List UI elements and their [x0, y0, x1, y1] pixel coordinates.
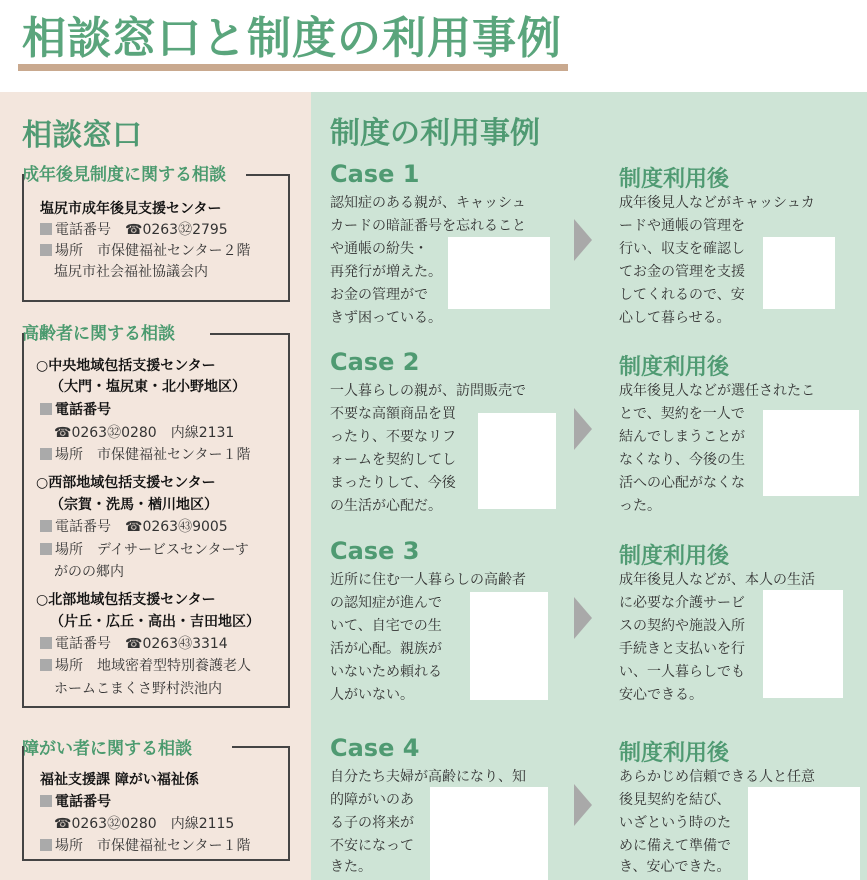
- consultation-heading: 相談窓口: [22, 118, 142, 153]
- phone-line: 電話番号 ☎0263㊸9005: [40, 517, 228, 538]
- case-1-after-illustration: [763, 237, 835, 309]
- location-line: 場所 市保健福祉センター１階: [40, 445, 250, 466]
- phone-line: 電話番号 ☎0263㉜2795: [40, 220, 228, 241]
- bullet-square-icon: [40, 659, 52, 671]
- case-2-after-text-line: った。: [619, 498, 661, 514]
- phone-line: 電話番号: [40, 792, 121, 813]
- bullet-square-icon: [40, 223, 52, 235]
- phone-line: 電話番号 ☎0263㊸3314: [40, 634, 228, 655]
- case-3-text-line: いて、自宅での生: [330, 618, 442, 634]
- case-1-illustration: [448, 237, 550, 309]
- title-underline: [18, 64, 568, 71]
- location-line: 場所 市保健福祉センター２階: [40, 241, 250, 262]
- bullet-square-icon: [40, 543, 52, 555]
- phone-line: 電話番号: [40, 400, 121, 421]
- case-2-text-line: まったりして、今後: [330, 475, 456, 491]
- case-2-illustration: [478, 413, 556, 509]
- phone-number: ☎0263㉜0280 内線2115: [54, 816, 235, 832]
- arrow-right-icon: [574, 597, 592, 639]
- case-examples-heading: 制度の利用事例: [330, 116, 540, 151]
- case-1-after-title: 制度利用後: [619, 167, 730, 192]
- case-4-after-text-line: 後見契約を結び、: [619, 792, 731, 808]
- arrow-right-icon: [574, 219, 592, 261]
- case-2-after-text-line: 成年後見人などが選任されたこ: [619, 383, 815, 399]
- case-3-text-line: 人がいない。: [330, 687, 414, 703]
- case-2-text-line: 不要な高額商品を買: [330, 406, 456, 422]
- case-3-text-line: いないため頼れる: [330, 664, 442, 680]
- location-line: 塩尻市社会福祉協議会内: [54, 264, 208, 280]
- bullet-square-icon: [40, 448, 52, 460]
- case-4-after-illustration: [748, 787, 860, 880]
- group-title-guardianship: 成年後見制度に関する相談: [22, 165, 226, 185]
- case-4-after-text-line: き、安心できた。: [619, 859, 731, 875]
- location-line: 場所 地域密着型特別養護老人: [40, 656, 251, 677]
- bullet-square-icon: [40, 520, 52, 532]
- case-3-after-text-line: い、一人暮らしでも: [619, 664, 745, 680]
- case-1-after-text-line: ードや通帳の管理を: [619, 218, 745, 234]
- arrow-right-icon: [574, 784, 592, 826]
- case-4-after-text-line: あらかじめ信頼できる人と任意: [619, 769, 815, 785]
- group-title-elderly: 高齢者に関する相談: [22, 324, 175, 344]
- case-2-text-line: ォームを契約してし: [330, 452, 456, 468]
- case-2-after-text-line: 活への心配がなくな: [619, 475, 745, 491]
- case-1-text-line: や通帳の紛失・: [330, 241, 428, 257]
- case-4-text-line: きた。: [330, 859, 372, 875]
- arrow-right-icon: [574, 408, 592, 450]
- case-2-text-line: ったり、不要なリフ: [330, 429, 456, 445]
- case-3-text-line: の認知症が進んで: [330, 595, 442, 611]
- case-2-text-line: の生活が心配だ。: [330, 498, 442, 514]
- case-4-text-line: 的障がいのあ: [330, 792, 414, 808]
- bullet-square-icon: [40, 795, 52, 807]
- bullet-square-icon: [40, 637, 52, 649]
- case-4-text-line: 自分たち夫婦が高齢になり、知: [330, 769, 526, 785]
- case-4-after-text-line: めに備えて準備で: [619, 838, 731, 854]
- office-area: （片丘・広丘・高出・吉田地区）: [50, 614, 260, 630]
- case-2-after-text-line: 結んでしまうことが: [619, 429, 745, 445]
- office-area: （大門・塩尻東・北小野地区）: [50, 379, 246, 395]
- case-3-after-text-line: に必要な介護サービ: [619, 595, 745, 611]
- case-4-text-line: る子の将来が: [330, 815, 414, 831]
- location-line: がのの郷内: [54, 564, 124, 580]
- office-name: ○中央地域包括支援センター: [36, 358, 216, 374]
- case-2-after-title: 制度利用後: [619, 355, 730, 380]
- office-area: （宗賀・洗馬・楢川地区）: [50, 497, 218, 513]
- location-line: ホームこまくさ野村渋池内: [54, 681, 222, 697]
- case-1-after-text-line: 行い、収支を確認し: [619, 241, 745, 257]
- case-1-after-text-line: 心して暮らせる。: [619, 310, 731, 326]
- case-3-text-line: 近所に住む一人暮らしの高齢者: [330, 572, 526, 588]
- case-3-after-text-line: 手続きと支払いを行: [619, 641, 745, 657]
- case-2-after-text-line: なくなり、今後の生: [619, 452, 745, 468]
- case-3-after-illustration: [763, 590, 843, 698]
- case-1-text-line: 再発行が増えた。: [330, 264, 442, 280]
- case-2-after-text-line: とで、契約を一人で: [619, 406, 745, 422]
- case-2-title: Case 2: [330, 348, 420, 376]
- case-4-after-title: 制度利用後: [619, 741, 730, 766]
- office-name: ○北部地域包括支援センター: [36, 592, 216, 608]
- office-name: ○西部地域包括支援センター: [36, 475, 216, 491]
- bullet-square-icon: [40, 839, 52, 851]
- office-name: 塩尻市成年後見支援センター: [40, 201, 222, 217]
- case-3-after-title: 制度利用後: [619, 544, 730, 569]
- page-title: 相談窓口と制度の利用事例: [22, 13, 562, 64]
- case-1-text-line: お金の管理がで: [330, 287, 428, 303]
- case-3-illustration: [470, 592, 548, 700]
- phone-number: ☎0263㉜0280 内線2131: [54, 425, 235, 441]
- bullet-square-icon: [40, 403, 52, 415]
- case-1-title: Case 1: [330, 160, 420, 188]
- case-3-after-text-line: スの契約や施設入所: [619, 618, 745, 634]
- case-4-title: Case 4: [330, 734, 420, 762]
- case-2-after-illustration: [763, 410, 859, 496]
- case-4-text-line: 不安になって: [330, 838, 414, 854]
- case-1-text-line: 認知症のある親が、キャッシュ: [330, 195, 526, 211]
- case-2-text-line: 一人暮らしの親が、訪問販売で: [330, 383, 526, 399]
- bullet-square-icon: [40, 244, 52, 256]
- case-3-text-line: 活が心配。親族が: [330, 641, 442, 657]
- case-3-after-text-line: 成年後見人などが、本人の生活: [619, 572, 815, 588]
- location-line: 場所 デイサービスセンターす: [40, 540, 249, 561]
- case-4-illustration: [430, 787, 548, 880]
- case-3-after-text-line: 安心できる。: [619, 687, 703, 703]
- office-name: 福祉支援課 障がい福祉係: [40, 772, 199, 788]
- case-1-after-text-line: てお金の管理を支援: [619, 264, 745, 280]
- case-1-text-line: きず困っている。: [330, 310, 442, 326]
- group-title-disability: 障がい者に関する相談: [22, 739, 192, 759]
- case-4-after-text-line: いざという時のた: [619, 815, 731, 831]
- case-1-after-text-line: してくれるので、安: [619, 287, 745, 303]
- case-1-after-text-line: 成年後見人などがキャッシュカ: [619, 195, 815, 211]
- case-3-title: Case 3: [330, 537, 420, 565]
- case-1-text-line: カードの暗証番号を忘れること: [330, 218, 526, 234]
- location-line: 場所 市保健福祉センター１階: [40, 836, 250, 857]
